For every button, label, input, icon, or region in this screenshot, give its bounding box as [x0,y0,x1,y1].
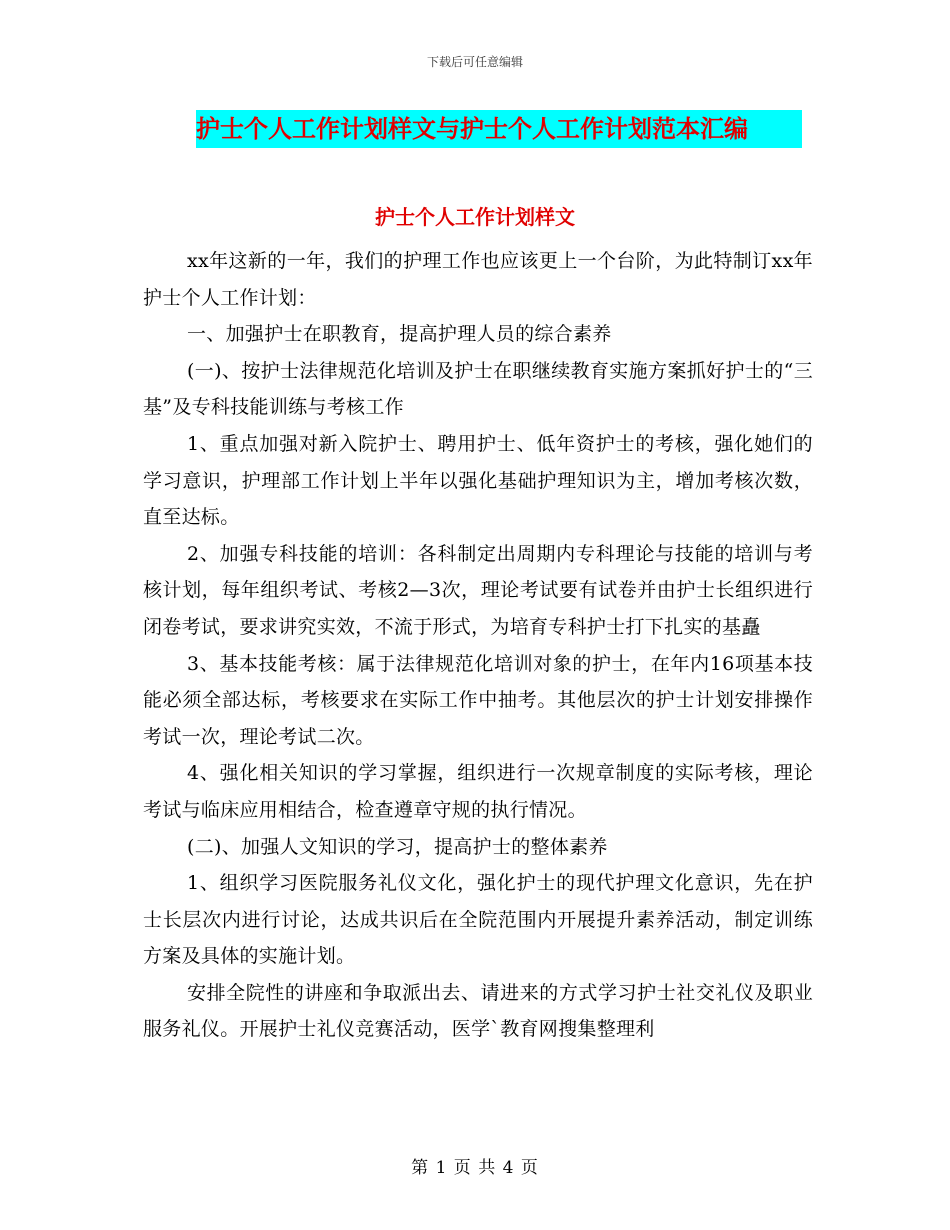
paragraph: (一)、按护士法律规范化培训及护士在职继续教育实施方案抓好护士的“三基”及专科技能训练与考核工作 [143,359,813,419]
document-main-title: 护士个人工作计划样文与护士个人工作计划范本汇编 [196,110,802,148]
paragraph: 一、加强护士在职教育，提高护理人员的综合素养 [187,323,612,346]
document-body [143,243,813,1048]
section-title: 护士个人工作计划样文 [375,205,575,229]
page-number-footer: 第 1 页 共 4 页 [411,1158,539,1178]
paragraph: 2、加强专科技能的培训：各科制定出周期内专科理论与技能的培训与考核计划，每年组织考试、考核2—3次，理论考试要有试卷并由护士长组织进行闭卷考试，要求讲究实效，不流于形式，为培育专科护士打下扎实的基矗 [143,542,813,638]
paragraph: 1、组织学习医院服务礼仪文化，强化护士的现代护理文化意识，先在护士长层次内进行讨论，达成共识后在全院范围内开展提升素养活动，制定训练方案及具体的实施计划。 [143,872,813,968]
page-header-note: 下载后可任意编辑 [426,55,523,69]
paragraph: 3、基本技能考核：属于法律规范化培训对象的护士，在年内16项基本技能必须全部达标，考核要求在实际工作中抽考。其他层次的护士计划安排操作考试一次，理论考试二次。 [143,652,813,748]
paragraph: 4、强化相关知识的学习掌握，组织进行一次规章制度的实际考核，理论考试与临床应用相结合，检查遵章守规的执行情况。 [143,762,813,821]
paragraph: 1、重点加强对新入院护士、聘用护士、低年资护士的考核，强化她们的学习意识，护理部工作计划上半年以强化基础护理知识为主，增加考核次数，直至达标。 [143,432,813,529]
paragraph: 安排全院性的讲座和争取派出去、请进来的方式学习护士社交礼仪及职业服务礼仪。开展护士礼仪竞赛活动，医学`教育网搜集整理利 [143,981,813,1041]
paragraph: (二)、加强人文知识的学习，提高护士的整体素养 [187,835,608,858]
paragraph: xx年这新的一年，我们的护理工作也应该更上一个台阶，为此特制订xx年护士个人工作计划： [143,250,813,309]
